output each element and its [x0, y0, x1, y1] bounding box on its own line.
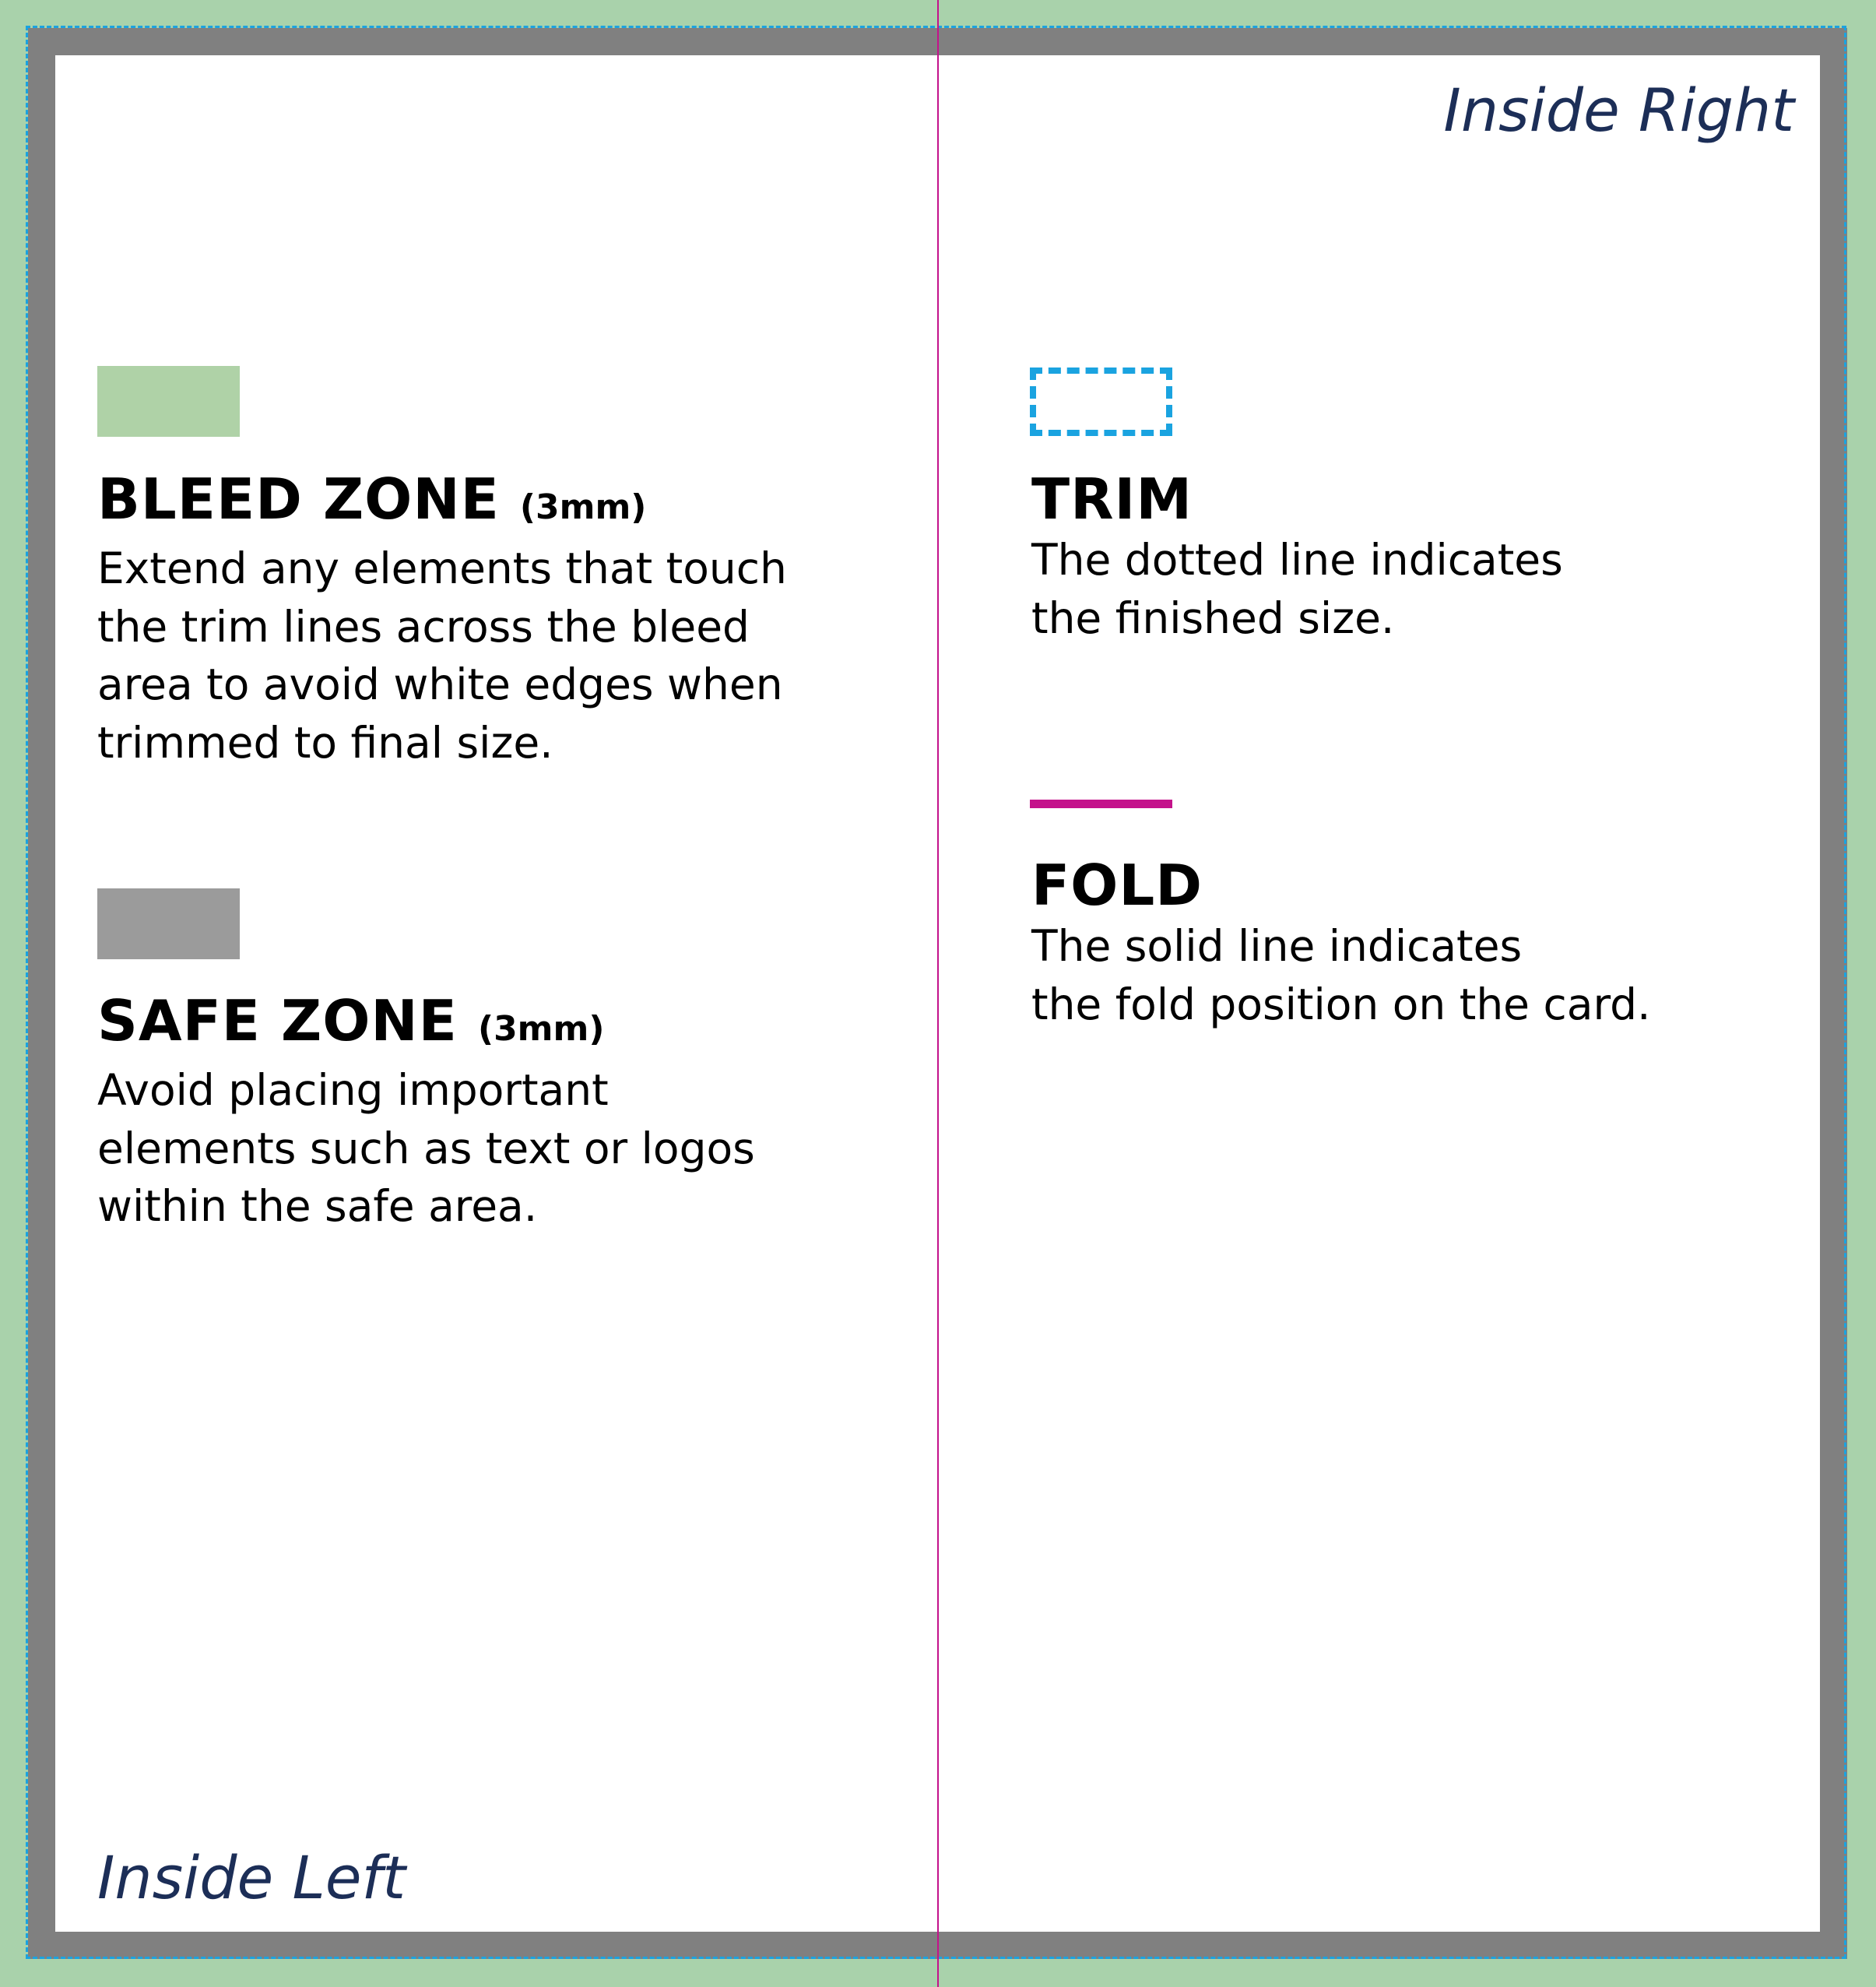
fold-swatch: [1030, 800, 1172, 808]
trim-section: [1031, 467, 1563, 647]
bleed-zone-section: [97, 467, 787, 772]
safe-zone-swatch: [97, 888, 240, 959]
fold-text-line: The solid line indicates: [1031, 921, 1523, 971]
safe-zone-unit: (3mm): [477, 1009, 605, 1049]
inside-right-label: Inside Right: [1443, 76, 1794, 145]
trim-swatch: [1030, 368, 1172, 436]
fold-section: [1031, 853, 1651, 1033]
bleed-zone-unit: (3mm): [519, 487, 647, 527]
bleed-zone-swatch: [97, 366, 240, 437]
bleed-zone-text-line: Extend any elements that touch: [97, 543, 787, 593]
bleed-zone-text-line: the trim lines across the bleed: [97, 601, 750, 652]
fold-guide-line: [937, 0, 939, 1987]
bleed-zone-title: BLEED ZONE: [97, 466, 500, 532]
safe-zone-text-line: Avoid placing important: [97, 1065, 609, 1115]
safe-zone-text-line: elements such as text or logos: [97, 1123, 755, 1173]
safe-zone-text-line: within the safe area.: [97, 1181, 538, 1231]
fold-heading: FOLD: [1031, 853, 1203, 918]
safe-zone-title: SAFE ZONE: [97, 988, 458, 1053]
trim-text-line: the finished size.: [1031, 593, 1395, 643]
safe-zone-heading: [97, 989, 755, 1061]
trim-heading: TRIM: [1031, 466, 1193, 532]
trim-text-line: The dotted line indicates: [1031, 535, 1563, 585]
bleed-zone-heading: [97, 467, 787, 540]
bleed-zone-text-line: area to avoid white edges when: [97, 659, 783, 709]
safe-zone-section: [97, 989, 755, 1236]
inside-left-label: Inside Left: [97, 1843, 406, 1912]
fold-text-line: the fold position on the card.: [1031, 979, 1651, 1029]
bleed-zone-text-line: trimmed to final size.: [97, 717, 553, 768]
